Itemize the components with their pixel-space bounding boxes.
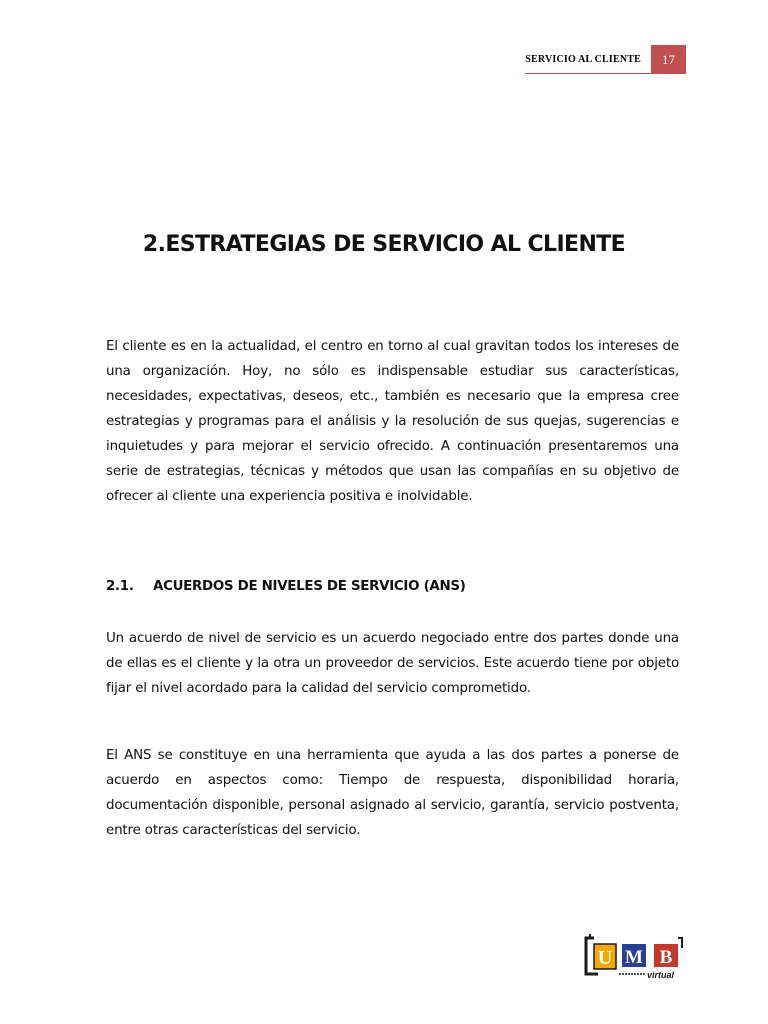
- section-paragraph-2: El ANS se constituye en una herramienta que ayuda a las dos partes a ponerse de acuerdo en aspectos como: Tiempo de respuesta, disponibilidad horaria, documentación disponible, personal asignado al servicio, garantía, servicio postventa, entre otras características del servicio.: [106, 748, 679, 838]
- page-number: 17: [651, 45, 686, 74]
- section-heading: [106, 579, 466, 594]
- logo-frame-right: [678, 938, 682, 948]
- logo-letter-m: M: [625, 947, 643, 968]
- logo-dots: [619, 973, 645, 975]
- page-header: [525, 45, 686, 74]
- section-paragraph-1: Un acuerdo de nivel de servicio es un acuerdo negociado entre dos partes donde una de ellas es el cliente y la otra un proveedor de servicios. Este acuerdo tiene por objeto fijar el nivel acordado para la calidad del servicio comprometido.: [106, 631, 679, 696]
- logo-letter-b: B: [659, 947, 673, 968]
- logo-letter-u: U: [597, 947, 613, 969]
- section-number: 2.1.: [106, 579, 134, 594]
- chapter-title: 2.ESTRATEGIAS DE SERVICIO AL CLIENTE: [142, 232, 626, 257]
- intro-paragraph: El cliente es en la actualidad, el centro en torno al cual gravitan todos los intereses de una organización. Hoy, no sólo es indispensable estudiar sus características, necesidades, expectativas, deseos, etc., también es necesario que la empresa cree estrategias y programas para el análisis y la resolución de sus quejas, sugerencias e inquietudes y para mejorar el servicio ofrecido. A continuación presentaremos una serie de estrategias, técnicas y métodos que usan las compañías en su objetivo de ofrecer al cliente una experiencia positiva e inolvidable.: [106, 339, 679, 504]
- logo-tagline: virtual: [647, 970, 675, 980]
- umb-virtual-logo: [584, 934, 684, 982]
- section-title: ACUERDOS DE NIVELES DE SERVICIO (ANS): [153, 579, 466, 594]
- header-title: SERVICIO AL CLIENTE: [525, 45, 651, 74]
